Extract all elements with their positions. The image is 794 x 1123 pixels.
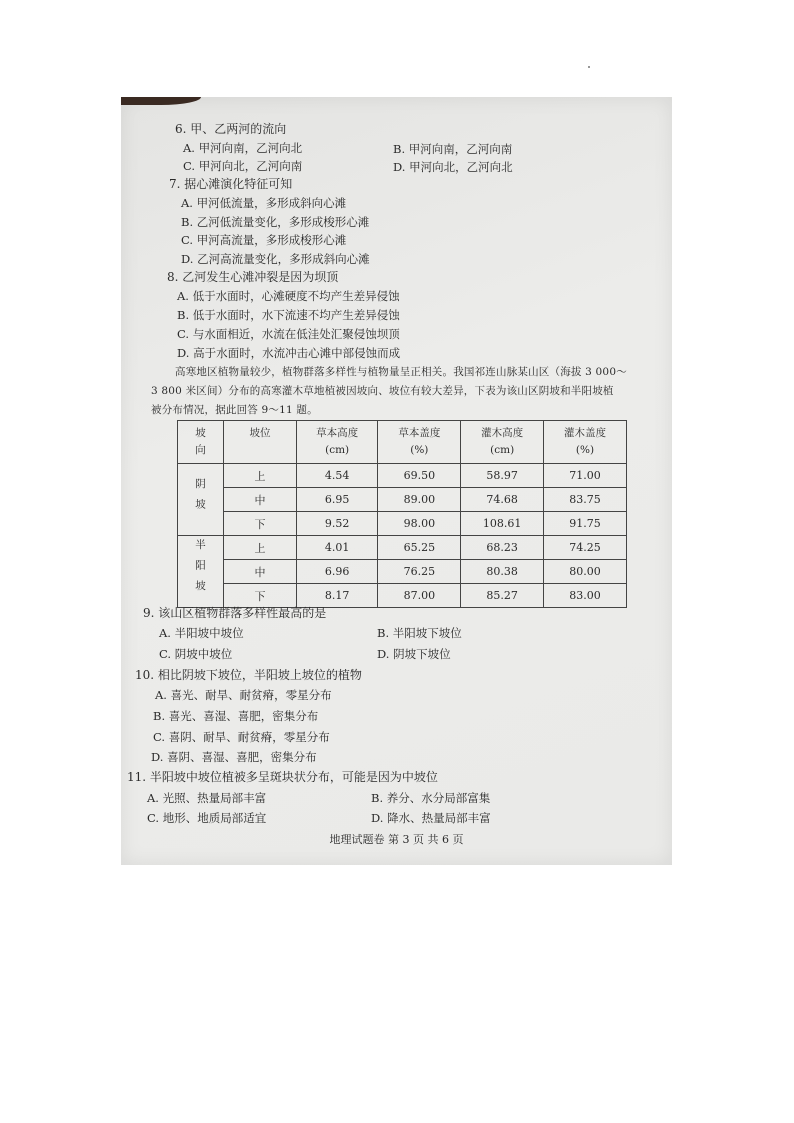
q9-option-d: D. 阴坡下坡位 [377,647,451,661]
header-shrub-height-unit: (cm) [490,444,515,456]
grass-height-cell: 4.01 [296,536,377,560]
q6-option-c: C. 甲河向北，乙河向南 [183,159,303,173]
shrub-cover-cell: 80.00 [544,560,627,584]
page-footer: 地理试题卷 第 3 页 共 6 页 [329,833,464,846]
q7-option-d: D. 乙河高流量变化，多形成斜向心滩 [181,252,370,266]
q8-stem: 8. 乙河发生心滩冲裂是因为坝顶 [167,270,339,284]
shrub-cover-cell: 74.25 [544,536,627,560]
grass-height-cell: 6.96 [296,560,377,584]
exam-page-photo [121,97,672,865]
table-row [178,488,627,512]
q6-option-a: A. 甲河向南，乙河向北 [183,141,303,155]
position-cell: 中 [224,560,297,584]
aspect-cell-shady [178,464,224,536]
grass-cover-cell: 98.00 [378,512,461,536]
shrub-height-cell: 85.27 [461,584,544,608]
q6-option-d: D. 甲河向北，乙河向北 [393,160,513,174]
q11-option-d: D. 降水、热量局部丰富 [371,811,491,825]
q10-stem: 10. 相比阴坡下坡位，半阳坡上坡位的植物 [135,668,362,682]
photo-corner-shadow [121,97,201,105]
grass-cover-cell: 69.50 [378,464,461,488]
header-aspect-1: 坡 [195,427,206,439]
q10-option-b: B. 喜光、喜湿、喜肥，密集分布 [153,709,319,723]
q8-option-d: D. 高于水面时，水流冲击心滩中部侵蚀而成 [177,346,401,360]
q9-option-b: B. 半阳坡下坡位 [377,626,462,640]
table-row [178,512,627,536]
vegetation-table [177,420,627,608]
table-row [178,584,627,608]
grass-cover-cell: 89.00 [378,488,461,512]
q9-stem: 9. 该山区植物群落多样性最高的是 [143,606,327,620]
q6-option-b: B. 甲河向南，乙河向南 [393,142,513,156]
q11-option-a: A. 光照、热量局部丰富 [147,791,267,805]
position-cell: 下 [224,584,297,608]
q7-option-a: A. 甲河低流量，多形成斜向心滩 [181,196,347,210]
header-aspect [178,421,224,464]
position-cell: 上 [224,536,297,560]
q11-option-c: C. 地形、地质局部适宜 [147,811,267,825]
aspect-label-semi-sunny: 半阳坡 [194,539,206,601]
header-grass-height-label: 草本高度 [316,427,359,439]
speck [588,66,590,68]
intro-line-3: 被分布情况，据此回答 9～11 题。 [151,404,318,416]
q7-option-c: C. 甲河高流量，多形成梭形心滩 [181,233,347,247]
position-cell: 下 [224,512,297,536]
grass-cover-cell: 76.25 [378,560,461,584]
q11-option-b: B. 养分、水分局部富集 [371,791,491,805]
header-grass-height [296,421,377,464]
header-shrub-cover-label: 灌木盖度 [564,427,606,439]
q7-stem: 7. 据心滩演化特征可知 [169,177,293,191]
shrub-cover-cell: 83.00 [544,584,627,608]
q11-stem: 11. 半阳坡中坡位植被多呈斑块状分布，可能是因为中坡位 [127,770,438,784]
grass-cover-cell: 87.00 [378,584,461,608]
grass-height-cell: 8.17 [296,584,377,608]
header-grass-cover-label: 草本盖度 [398,427,441,439]
position-cell: 上 [224,464,297,488]
table-row [178,560,627,584]
q6-stem: 6. 甲、乙两河的流向 [175,122,287,136]
header-shrub-height-label: 灌木高度 [481,427,524,439]
shrub-height-cell: 108.61 [461,512,544,536]
aspect-cell-semi-sunny [178,536,224,608]
shrub-cover-cell: 83.75 [544,488,627,512]
q8-option-c: C. 与水面相近，水流在低洼处汇聚侵蚀坝顶 [177,327,400,341]
aspect-label-shady: 阴坡 [194,477,206,519]
shrub-height-cell: 80.38 [461,560,544,584]
q8-option-a: A. 低于水面时，心滩硬度不均产生差异侵蚀 [177,289,400,303]
q9-option-a: A. 半阳坡中坡位 [159,626,244,640]
intro-line-2: 3 800 米区间）分布的高寒灌木草地植被因坡向、坡位有较大差异，下表为该山区阴坡和半阳坡植 [151,385,614,397]
header-grass-cover [378,421,461,464]
table-header-row [178,421,627,464]
grass-height-cell: 4.54 [296,464,377,488]
q8-option-b: B. 低于水面时，水下流速不均产生差异侵蚀 [177,308,400,322]
grass-height-cell: 6.95 [296,488,377,512]
shrub-cover-cell: 91.75 [544,512,627,536]
q9-option-c: C. 阴坡中坡位 [159,647,233,661]
grass-cover-cell: 65.25 [378,536,461,560]
header-grass-height-unit: (cm) [325,444,350,456]
q7-option-b: B. 乙河低流量变化，多形成梭形心滩 [181,215,370,229]
q10-option-a: A. 喜光、耐旱、耐贫瘠，零星分布 [155,688,332,702]
shrub-cover-cell: 71.00 [544,464,627,488]
header-shrub-cover [544,421,627,464]
grass-height-cell: 9.52 [296,512,377,536]
shrub-height-cell: 58.97 [461,464,544,488]
table-row [178,536,627,560]
header-position: 坡位 [224,421,297,464]
header-aspect-2: 向 [195,444,206,456]
q10-option-c: C. 喜阴、耐旱、耐贫瘠，零星分布 [153,730,330,744]
shrub-height-cell: 68.23 [461,536,544,560]
position-cell: 中 [224,488,297,512]
header-shrub-height [461,421,544,464]
shrub-height-cell: 74.68 [461,488,544,512]
header-grass-cover-unit: (%) [410,444,429,456]
header-shrub-cover-unit: (%) [575,444,595,456]
table-row [178,464,627,488]
intro-line-1: 高寒地区植物量较少，植物群落多样性与植物量呈正相关。我国祁连山脉某山区（海拔 3 000～ [175,366,627,378]
q10-option-d: D. 喜阴、喜湿、喜肥，密集分布 [151,750,317,764]
